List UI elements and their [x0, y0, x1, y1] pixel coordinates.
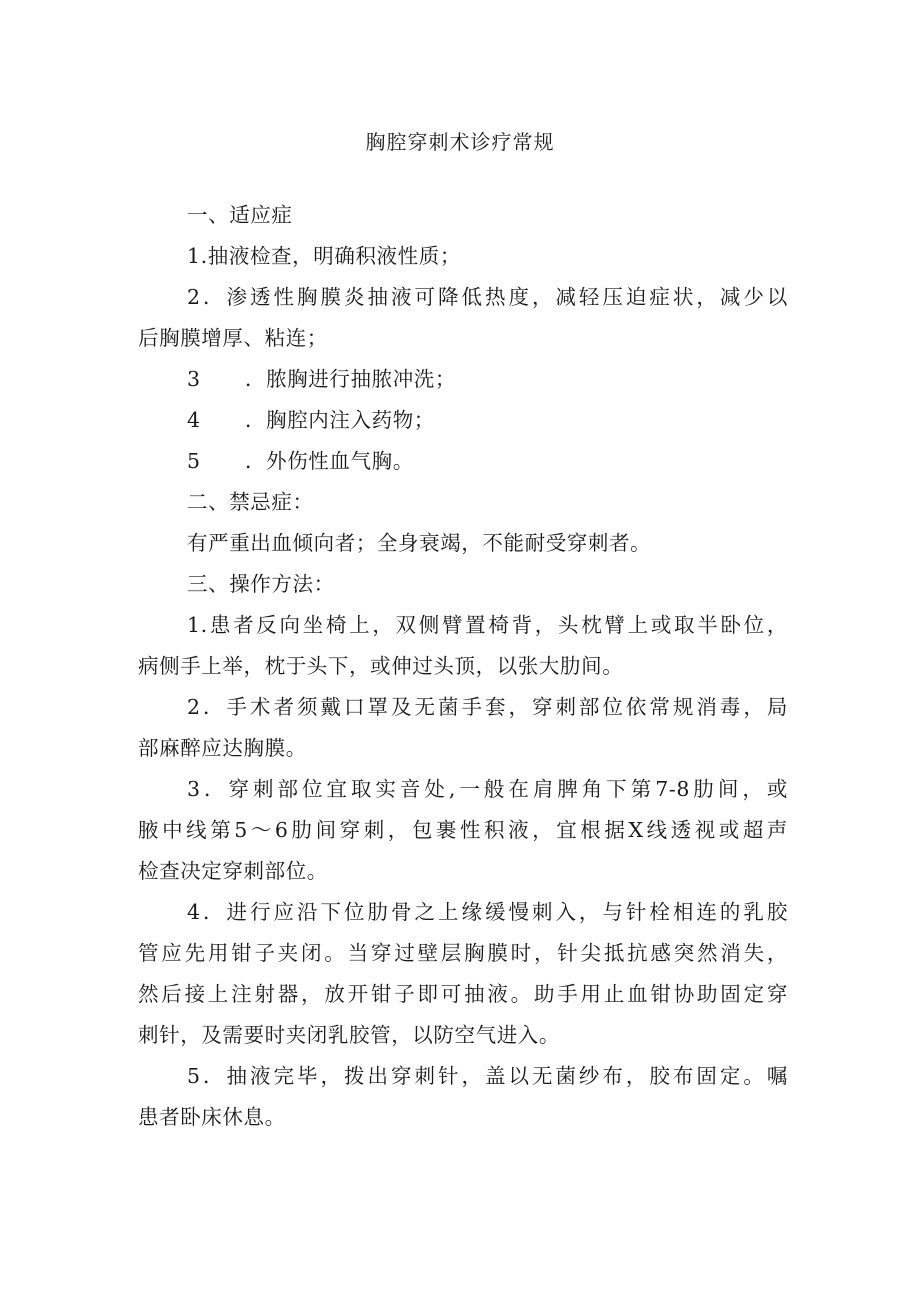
- indication-item-3-number: 3: [187, 367, 201, 391]
- method-item-4-line-3: 然后接上注射器，放开钳子即可抽液。助手用止血钳协助固定穿: [138, 982, 788, 1006]
- method-item-4-line-1: 4．进行应沿下位肋骨之上缘缓慢刺入，与针栓相连的乳胶: [187, 900, 788, 924]
- indication-item-5: [138, 441, 788, 482]
- indication-item-5-text: ．外伤性血气胸。: [245, 449, 414, 473]
- indication-item-1: 1.抽液检查，明确积液性质；: [187, 244, 461, 268]
- method-item-2-line-1: 2．手术者须戴口罩及无菌手套，穿刺部位依常规消毒，局: [187, 695, 788, 719]
- method-item-4-line-2: 管应先用钳子夹闭。当穿过壁层胸膜时，针尖抵抗感突然消失，: [138, 941, 788, 965]
- method-item-3-line-2: 腋中线第5～6肋间穿刺，包裹性积液，宜根据X线透视或超声: [138, 818, 788, 842]
- indications-heading: 一、适应症: [187, 203, 293, 227]
- indication-item-5-number: 5: [187, 449, 201, 473]
- method-item-2-line-2: 部麻醉应达胸膜。: [138, 736, 307, 760]
- indication-item-4: [138, 400, 788, 441]
- indication-item-2-line-2: 后胸膜增厚、粘连；: [138, 326, 328, 350]
- contraindications-text: 有严重出血倾向者；全身衰竭，不能耐受穿刺者。: [187, 531, 652, 555]
- method-heading: 三、操作方法：: [187, 572, 335, 596]
- method-item-4-line-4: 刺针，及需要时夹闭乳胶管，以防空气进入。: [138, 1023, 560, 1047]
- indication-item-4-number: 4: [187, 408, 201, 432]
- indication-item-2-line-1: 2．渗透性胸膜炎抽液可降低热度，减轻压迫症状，减少以: [187, 285, 788, 309]
- method-item-1-line-2: 病侧手上举，枕于头下，或伸过头顶，以张大肋间。: [138, 654, 624, 678]
- document-title: 胸腔穿刺术诊疗常规: [365, 130, 555, 154]
- method-item-5-line-2: 患者卧床休息。: [138, 1105, 286, 1129]
- method-item-5-line-1: 5．抽液完毕，拨出穿刺针，盖以无菌纱布，胶布固定。嘱: [187, 1064, 788, 1088]
- indication-item-3-text: ．脓胸进行抽脓冲洗；: [245, 367, 456, 391]
- indication-item-4-text: ．胸腔内注入药物；: [245, 408, 435, 432]
- contraindications-heading: 二、禁忌症：: [187, 490, 314, 514]
- method-item-1-line-1: 1.患者反向坐椅上，双侧臂置椅背，头枕臂上或取半卧位，: [187, 613, 788, 637]
- document-body: [138, 195, 788, 1138]
- method-item-3-line-3: 检查决定穿刺部位。: [138, 859, 328, 883]
- method-item-3-line-1: 3．穿刺部位宜取实音处,一般在肩脾角下第7-8肋间，或: [187, 777, 788, 801]
- indication-item-3: [138, 359, 788, 400]
